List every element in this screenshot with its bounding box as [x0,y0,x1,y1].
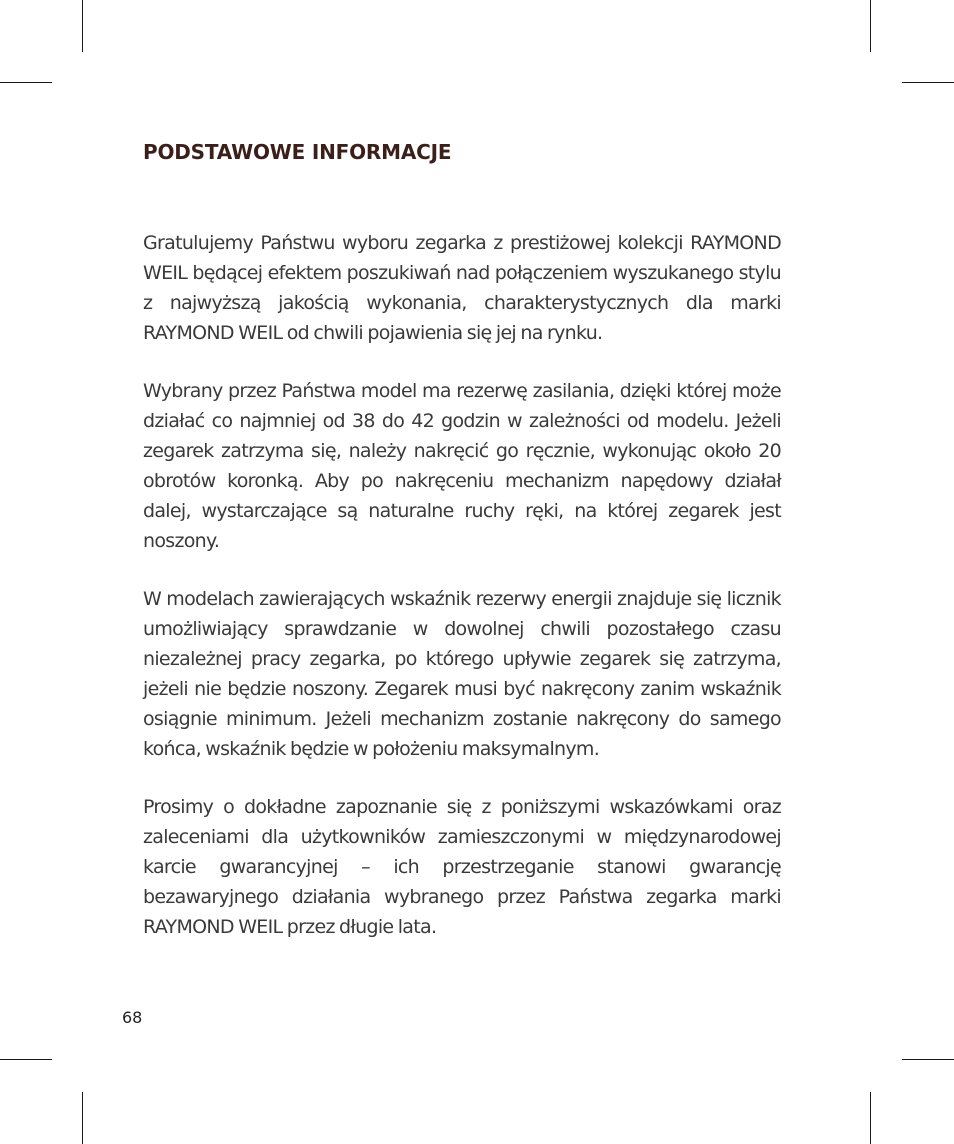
crop-mark-top-right-vertical [870,0,871,52]
crop-mark-bottom-left-vertical [82,1092,83,1144]
crop-mark-top-right-horizontal [902,82,954,83]
paragraph-energy-indicator: W modelach zawierających wskaźnik rezerwy energii znajduje się licznik umożliwiający sprawdzanie w dowolnej chwili pozostałego czasu niezależnej pracy zegarka, po którego upływie zegarek się zatrzyma, jeżeli nie będzie noszony. Zegarek musi być nakręcony zanim wskaźnik osiągnie minimum. Jeżeli mechanizm zostanie nakręcony do samego końca, wskaźnik będzie w położeniu maksymalnym. [143,588,781,760]
crop-mark-bottom-left-horizontal [0,1059,52,1060]
crop-mark-bottom-right-horizontal [902,1059,954,1060]
paragraph-power-reserve: Wybrany przez Państwa model ma rezerwę zasilania, dzięki której może działać co najmniej od 38 do 42 godzin w zależności od modelu. Jeżeli zegarek zatrzyma się, należy nakręcić go ręcznie, wykonując około 20 obrotów koronką. Aby po nakręceniu mechanizm napędowy działał dalej, wystarczające są naturalne ruchy ręki, na której zegarek jest noszony. [143,380,781,552]
page-title: PODSTAWOWE INFORMACJE [143,140,452,164]
crop-mark-top-left-horizontal [0,82,52,83]
body-text [143,228,781,970]
paragraph-warranty: Prosimy o dokładne zapoznanie się z poniższymi wskazówkami oraz zaleceniami dla użytkowników zamieszczonymi w międzynarodowej karcie gwarancyjnej – ich przestrzeganie stanowi gwarancję bezawaryjnego działania wybranego przez Państwa zegarka marki RAYMOND WEIL przez długie lata. [143,796,781,938]
crop-mark-top-left-vertical [82,0,83,52]
crop-mark-bottom-right-vertical [870,1092,871,1144]
paragraph-intro: Gratulujemy Państwu wyboru zegarka z prestiżowej kolekcji RAYMOND WEIL będącej efektem poszukiwań nad połączeniem wyszukanego stylu z najwyższą jakością wykonania, charakterystycznych dla marki RAYMOND WEIL od chwili pojawienia się jej na rynku. [143,232,781,344]
page-number: 68 [122,1008,143,1027]
